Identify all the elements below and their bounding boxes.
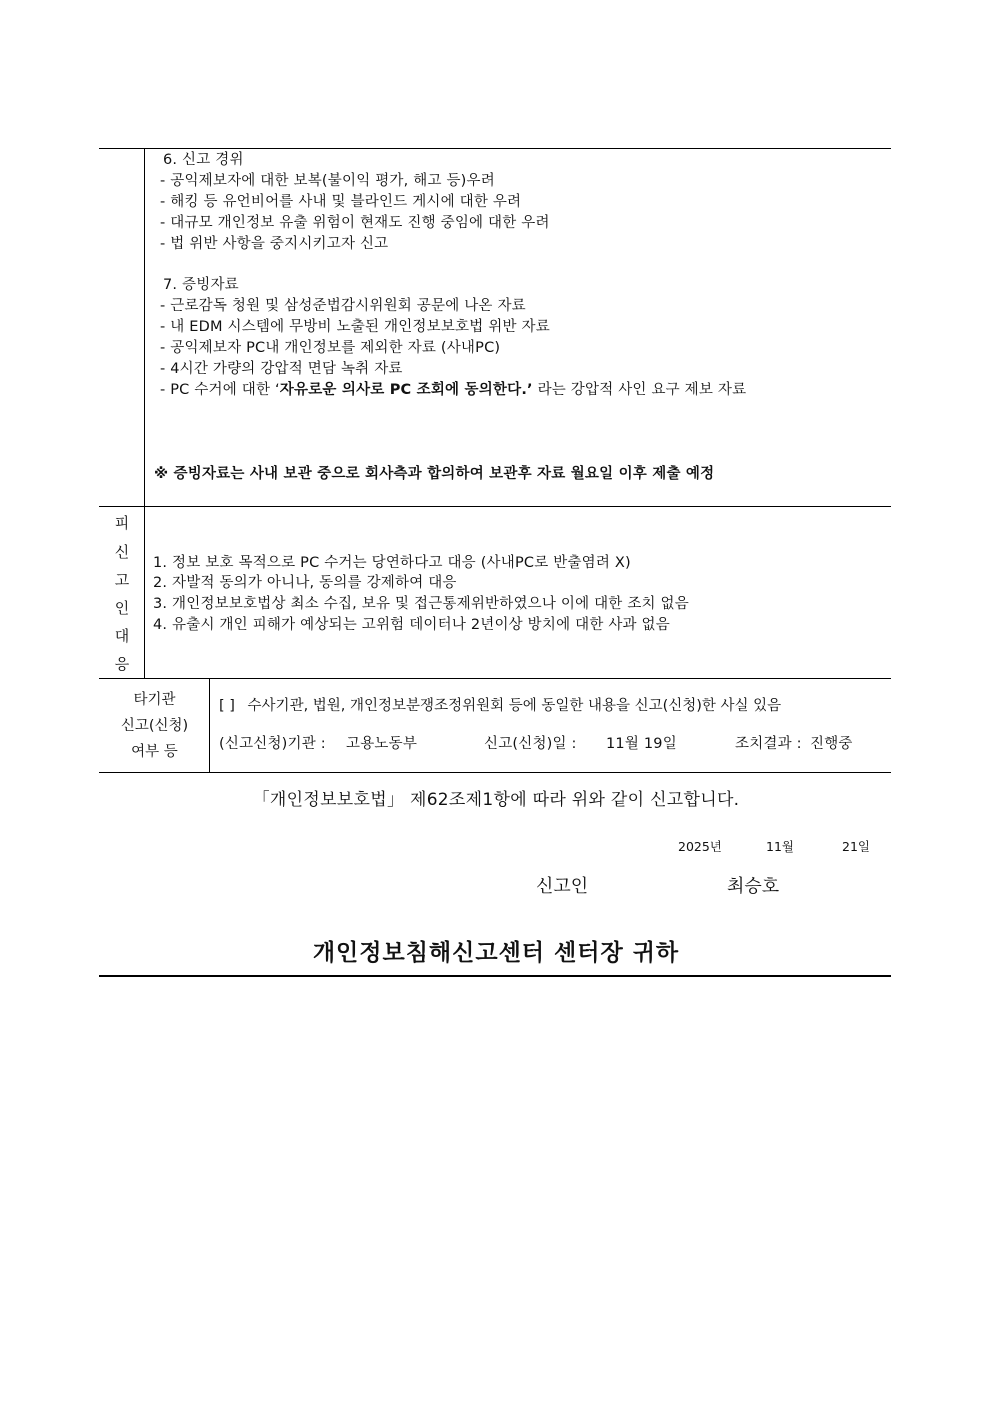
- reporter-name: 최승호: [727, 876, 780, 897]
- list-item: - 대규모 개인정보 유출 위험이 현재도 진행 중임에 대한 우려: [160, 215, 550, 231]
- date-day: 21일: [842, 839, 870, 854]
- list-item: 2. 자발적 동의가 아니나, 동의를 강제하여 대응: [153, 575, 457, 591]
- list-item: - 4시간 가량의 강압적 면담 녹취 자료: [160, 361, 403, 377]
- label-column-divider: [144, 148, 145, 678]
- list-item: - 해킹 등 유언비어를 사내 및 블라인드 게시에 대한 우려: [160, 194, 522, 210]
- list-item: - 법 위반 사항을 중지시키고자 신고: [160, 236, 389, 252]
- other-agency-checkbox[interactable]: [ ]: [219, 698, 235, 714]
- list-item-prefix: - PC 수거에 대한 ‘: [160, 382, 280, 398]
- response-label-char: 인: [114, 599, 130, 617]
- list-item-emphasis: 자유로운 의사로 PC 조회에 동의한다.’: [279, 382, 533, 398]
- agency-column-divider: [209, 678, 210, 773]
- declaration-text: 「개인정보보호법」 제62조제1항에 따라 위와 같이 신고합니다.: [252, 790, 740, 810]
- other-agency-statement-row: [219, 696, 781, 716]
- response-label-char: 대: [114, 627, 130, 645]
- list-item: - 공익제보자 PC내 개인정보를 제외한 자료 (사내PC): [160, 340, 501, 356]
- result-value: 진행중: [810, 736, 853, 752]
- row-divider-1: [99, 506, 891, 507]
- date-label: 신고(신청)일 :: [484, 736, 577, 752]
- reporter-label: 신고인: [536, 876, 589, 897]
- response-label-char: 신: [114, 543, 130, 561]
- table-top-border: [99, 148, 891, 149]
- other-agency-label-line: 타기관: [133, 692, 176, 708]
- section-6-heading: 6. 신고 경위: [163, 152, 244, 168]
- agency-value: 고용노동부: [346, 736, 418, 752]
- list-item: [160, 380, 746, 400]
- response-label-char: 고: [114, 571, 130, 589]
- other-agency-label-line: 신고(신청): [120, 718, 189, 734]
- date-value: 11월 19일: [606, 736, 677, 752]
- list-item: - 근로감독 청원 및 삼성준법감시위원회 공문에 나온 자료: [160, 298, 526, 314]
- evidence-note: ※ 증빙자료는 사내 보관 중으로 회사측과 합의하여 보관후 자료 월요일 이후 제출 예정: [154, 466, 715, 482]
- agency-label: (신고신청)기관 :: [219, 736, 326, 752]
- recipient-underline: [99, 975, 891, 977]
- response-label-char: 피: [114, 514, 130, 532]
- table-bottom-border: [99, 772, 891, 773]
- other-agency-label-line: 여부 등: [131, 744, 178, 760]
- list-item-suffix: 라는 강압적 사인 요구 제보 자료: [532, 382, 747, 398]
- response-label-char: 응: [114, 655, 130, 673]
- list-item: - 공익제보자에 대한 보복(불이익 평가, 해고 등)우려: [160, 173, 495, 189]
- result-label: 조치결과 :: [735, 736, 802, 752]
- other-agency-statement: 수사기관, 법원, 개인정보분쟁조정위원회 등에 동일한 내용을 신고(신청)한 사실 있음: [247, 698, 782, 714]
- list-item: 4. 유출시 개인 피해가 예상되는 고위험 데이터나 2년이상 방치에 대한 사과 없음: [153, 617, 670, 633]
- recipient-title: 개인정보침해신고센터 센터장 귀하: [312, 940, 680, 966]
- section-7-heading: 7. 증빙자료: [163, 277, 239, 293]
- row-divider-2: [99, 678, 891, 679]
- date-month: 11월: [766, 839, 794, 854]
- list-item: - 내 EDM 시스템에 무방비 노출된 개인정보보호법 위반 자료: [160, 319, 550, 335]
- list-item: 1. 정보 보호 목적으로 PC 수거는 당연하다고 대응 (사내PC로 반출염려 X): [153, 555, 631, 571]
- agency-field: [219, 734, 326, 754]
- list-item: 3. 개인정보보호법상 최소 수집, 보유 및 접근통제위반하였으나 이에 대한 조치 없음: [153, 596, 689, 612]
- date-year: 2025년: [678, 839, 722, 854]
